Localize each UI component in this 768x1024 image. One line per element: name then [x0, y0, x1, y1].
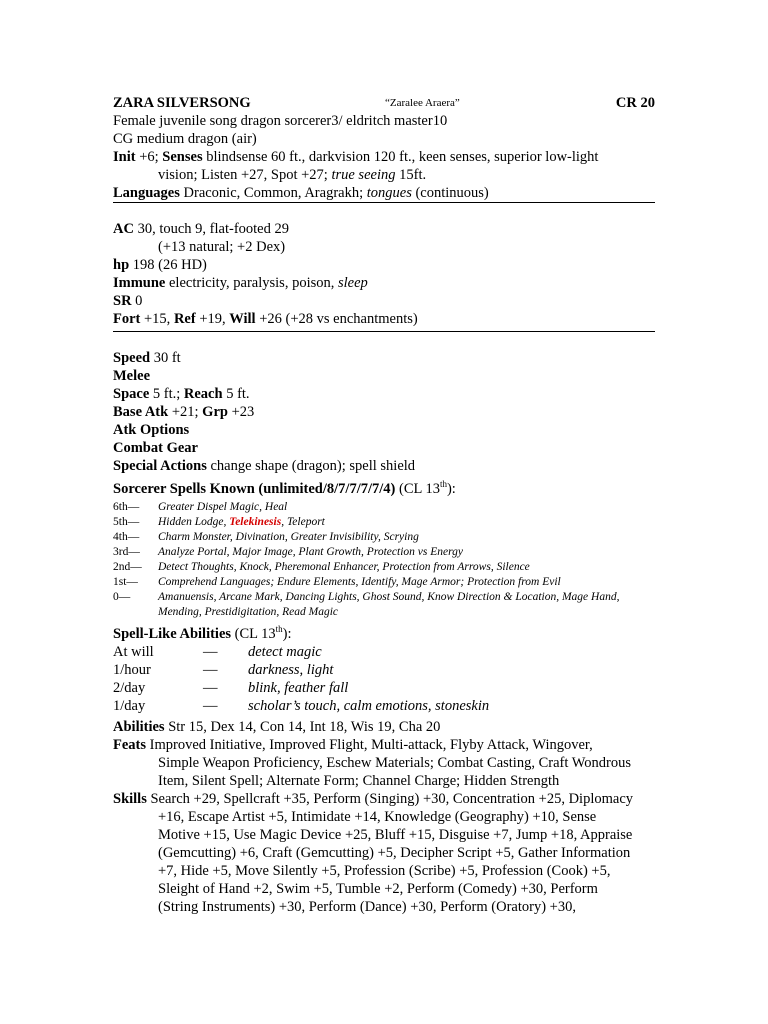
- true-seeing: true seeing: [331, 167, 396, 183]
- combat-gear-label: Combat Gear: [113, 440, 198, 456]
- languages-value: Draconic, Common, Aragrakh;: [183, 185, 364, 201]
- feats-text: Simple Weapon Proficiency, Eschew Materials; Combat Casting, Craft Wondrous: [158, 755, 631, 771]
- spells-known-cl-sup: th: [439, 479, 447, 489]
- spell-level-row: [113, 575, 655, 590]
- creature-alias: “Zaralee Araera”: [385, 97, 460, 109]
- spell-level-row: [113, 515, 655, 530]
- languages-label: Languages: [113, 185, 180, 201]
- spell-names: Detect Thoughts, Knock, Pheremonal Enhancer, Protection from Arrows, Silence: [158, 560, 530, 573]
- spell-level: 3rd—: [113, 545, 140, 558]
- fort-label: Fort: [113, 311, 141, 327]
- sla-frequency: 2/day: [113, 679, 146, 696]
- skills-text: (String Instruments) +30, Perform (Dance) +30, Perform (Oratory) +30,: [158, 899, 576, 915]
- sla-dash: —: [203, 679, 218, 696]
- senses-value: blindsense 60 ft., darkvision 120 ft., keen senses, superior low-light: [206, 149, 599, 165]
- defense-section: [113, 220, 655, 328]
- abilities-label: Abilities: [113, 719, 165, 735]
- sr-label: SR: [113, 293, 132, 309]
- spell-level-row: [113, 530, 655, 545]
- speed-line: [113, 349, 655, 367]
- alignment-line: CG medium dragon (air): [113, 131, 257, 147]
- spells-known-cl: (CL 13: [399, 480, 440, 497]
- statistics-section: [113, 718, 655, 916]
- bab-label: Base Atk: [113, 404, 169, 420]
- spell-names: Charm Monster, Divination, Greater Invisibility, Scrying: [158, 530, 419, 543]
- sla-label: Spell-Like Abilities: [113, 625, 232, 642]
- spell-level-row: [113, 500, 655, 515]
- sla-spells: darkness, light: [248, 661, 334, 678]
- skills-label: Skills: [113, 791, 147, 807]
- spell-level: 4th—: [113, 530, 140, 543]
- special-actions-value: change shape (dragon); spell shield: [210, 458, 416, 474]
- senses-label: Senses: [162, 149, 203, 165]
- spell-names: Analyze Portal, Major Image, Plant Growth, Protection vs Energy: [158, 545, 464, 558]
- spell-names: [113, 516, 325, 528]
- tongues: tongues: [366, 185, 412, 201]
- feats-block: [113, 736, 655, 790]
- spell-names-post: , Teleport: [281, 515, 325, 528]
- true-seeing-range: 15ft.: [399, 167, 427, 183]
- sla-cl-end: ):: [282, 625, 292, 642]
- spell-level: 6th—: [113, 500, 140, 513]
- sla-dash: —: [203, 643, 218, 660]
- hp-label: hp: [113, 257, 130, 273]
- space-value: 5 ft.;: [152, 386, 181, 402]
- languages-line: [113, 184, 655, 202]
- ref-value: +19,: [199, 311, 226, 327]
- atk-options-label: Atk Options: [113, 422, 190, 438]
- spell-names: Greater Dispel Magic, Heal: [158, 500, 288, 513]
- ref-label: Ref: [173, 311, 196, 327]
- skills-block: [113, 790, 655, 916]
- special-actions-line: [113, 457, 655, 475]
- reach-label: Reach: [183, 386, 223, 402]
- immune-sleep: sleep: [338, 275, 368, 291]
- atk-options-line: [113, 421, 655, 439]
- sla-row: [113, 661, 655, 679]
- sla-dash: —: [203, 697, 218, 714]
- sla-cl-sup: th: [275, 623, 283, 634]
- grp-value: +23: [231, 404, 255, 420]
- feats-line: [113, 736, 655, 754]
- will-label: Will: [229, 311, 256, 327]
- feats-label: Feats: [113, 737, 147, 753]
- senses-continued: [113, 166, 655, 184]
- sla-dash: —: [203, 661, 218, 678]
- immune-label: Immune: [113, 275, 166, 291]
- init-senses-line: [113, 148, 655, 166]
- statblock-header: [113, 94, 655, 112]
- spell-level-row: [113, 560, 655, 575]
- ac-label: AC: [113, 221, 134, 237]
- init-value: +6;: [139, 149, 159, 165]
- challenge-rating: CR 20: [615, 95, 655, 111]
- feats-text: Improved Initiative, Improved Flight, Multi-attack, Flyby Attack, Wingover,: [149, 737, 593, 753]
- sla-spells: blink, feather fall: [248, 679, 349, 696]
- skills-text: +16, Escape Artist +5, Intimidate +14, Knowledge (Geography) +10, Sense: [158, 809, 597, 825]
- sr-line: [113, 292, 655, 310]
- sla-frequency: 1/hour: [113, 661, 151, 678]
- spells-known-heading: [113, 475, 655, 498]
- intro-section: [113, 112, 655, 202]
- bab-value: +21;: [171, 404, 199, 420]
- space-reach-line: [113, 385, 655, 403]
- spell-names: Comprehend Languages; Endure Elements, Identify, Mage Armor; Protection from Evil: [158, 575, 561, 588]
- divider: [113, 331, 655, 332]
- speed-value: 30 ft: [153, 350, 181, 366]
- ac-breakdown: (+13 natural; +2 Dex): [158, 239, 286, 255]
- spell-level: 5th—: [113, 515, 140, 528]
- grp-label: Grp: [202, 404, 228, 420]
- spell-level-row: [113, 545, 655, 560]
- fort-value: +15,: [144, 311, 171, 327]
- highlighted-spell: Telekinesis: [229, 515, 282, 528]
- spell-list: [113, 500, 655, 620]
- abilities-value: Str 15, Dex 14, Con 14, Int 18, Wis 19, Cha 20: [168, 719, 441, 735]
- spell-level: 2nd—: [113, 560, 142, 573]
- spells-known-cl-end: ):: [446, 480, 456, 497]
- melee-label: Melee: [113, 368, 151, 384]
- spell-level: 1st—: [113, 575, 138, 588]
- space-label: Space: [113, 386, 150, 402]
- sla-row: [113, 697, 655, 715]
- skills-text: (Gemcutting) +6, Craft (Gemcutting) +5, Decipher Script +5, Gather Information: [158, 845, 631, 861]
- abilities-line: [113, 718, 655, 736]
- feats-text: Item, Silent Spell; Alternate Form; Channel Charge; Hidden Strength: [158, 773, 560, 789]
- sla-spells: detect magic: [248, 643, 322, 660]
- sla-frequency: At will: [113, 643, 154, 660]
- combat-gear-line: [113, 439, 655, 457]
- skills-text: +7, Hide +5, Move Silently +5, Profession (Scribe) +5, Profession (Cook) +5,: [158, 863, 611, 879]
- spell-level-row: [113, 590, 655, 620]
- sla-spells: scholar’s touch, calm emotions, stoneskin: [248, 697, 490, 714]
- spell-like-heading: [113, 620, 655, 643]
- spell-names-pre: Hidden Lodge,: [158, 515, 230, 528]
- skills-text: Sleight of Hand +2, Swim +5, Tumble +2, Perform (Comedy) +30, Perform: [158, 881, 598, 897]
- will-value: +26 (+28 vs enchantments): [259, 311, 418, 327]
- creature-name: ZARA SILVERSONG: [113, 95, 251, 111]
- hp-line: [113, 256, 655, 274]
- sla-row: [113, 679, 655, 697]
- melee-line: [113, 367, 655, 385]
- divider: [113, 202, 655, 203]
- saves-line: [113, 310, 655, 328]
- speed-label: Speed: [113, 350, 151, 366]
- spell-level: 0—: [113, 590, 131, 603]
- init-label: Init: [113, 149, 136, 165]
- immune-value: electricity, paralysis, poison,: [169, 275, 335, 291]
- offense-section: [113, 349, 655, 715]
- skills-line: [113, 790, 655, 808]
- ac-line: [113, 220, 655, 238]
- attack-grapple-line: [113, 403, 655, 421]
- senses-cont-text: vision; Listen +27, Spot +27;: [158, 167, 328, 183]
- sr-value: 0: [135, 293, 143, 309]
- hp-value: 198 (26 HD): [132, 257, 207, 273]
- sla-row: [113, 643, 655, 661]
- special-actions-label: Special Actions: [113, 458, 207, 474]
- skills-text: Motive +15, Use Magic Device +25, Bluff +15, Disguise +7, Jump +18, Appraise: [158, 827, 633, 843]
- immune-line: [113, 274, 655, 292]
- reach-value: 5 ft.: [226, 386, 250, 402]
- tongues-note: (continuous): [415, 185, 489, 201]
- spells-known-label: Sorcerer Spells Known (unlimited/8/7/7/7/7/4): [113, 480, 396, 497]
- spell-names: Amanuensis, Arcane Mark, Dancing Lights, Ghost Sound, Know Direction & Location, Mage Hand, Mending, Prestidigitation, Read Magic: [158, 590, 620, 618]
- sla-frequency: 1/day: [113, 697, 146, 714]
- skills-text: Search +29, Spellcraft +35, Perform (Singing) +30, Concentration +25, Diplomacy: [150, 791, 633, 807]
- creature-type-line: Female juvenile song dragon sorcerer3/ eldritch master10: [113, 113, 448, 129]
- sla-cl: (CL 13: [234, 625, 276, 642]
- ac-value: 30, touch 9, flat-footed 29: [137, 221, 289, 237]
